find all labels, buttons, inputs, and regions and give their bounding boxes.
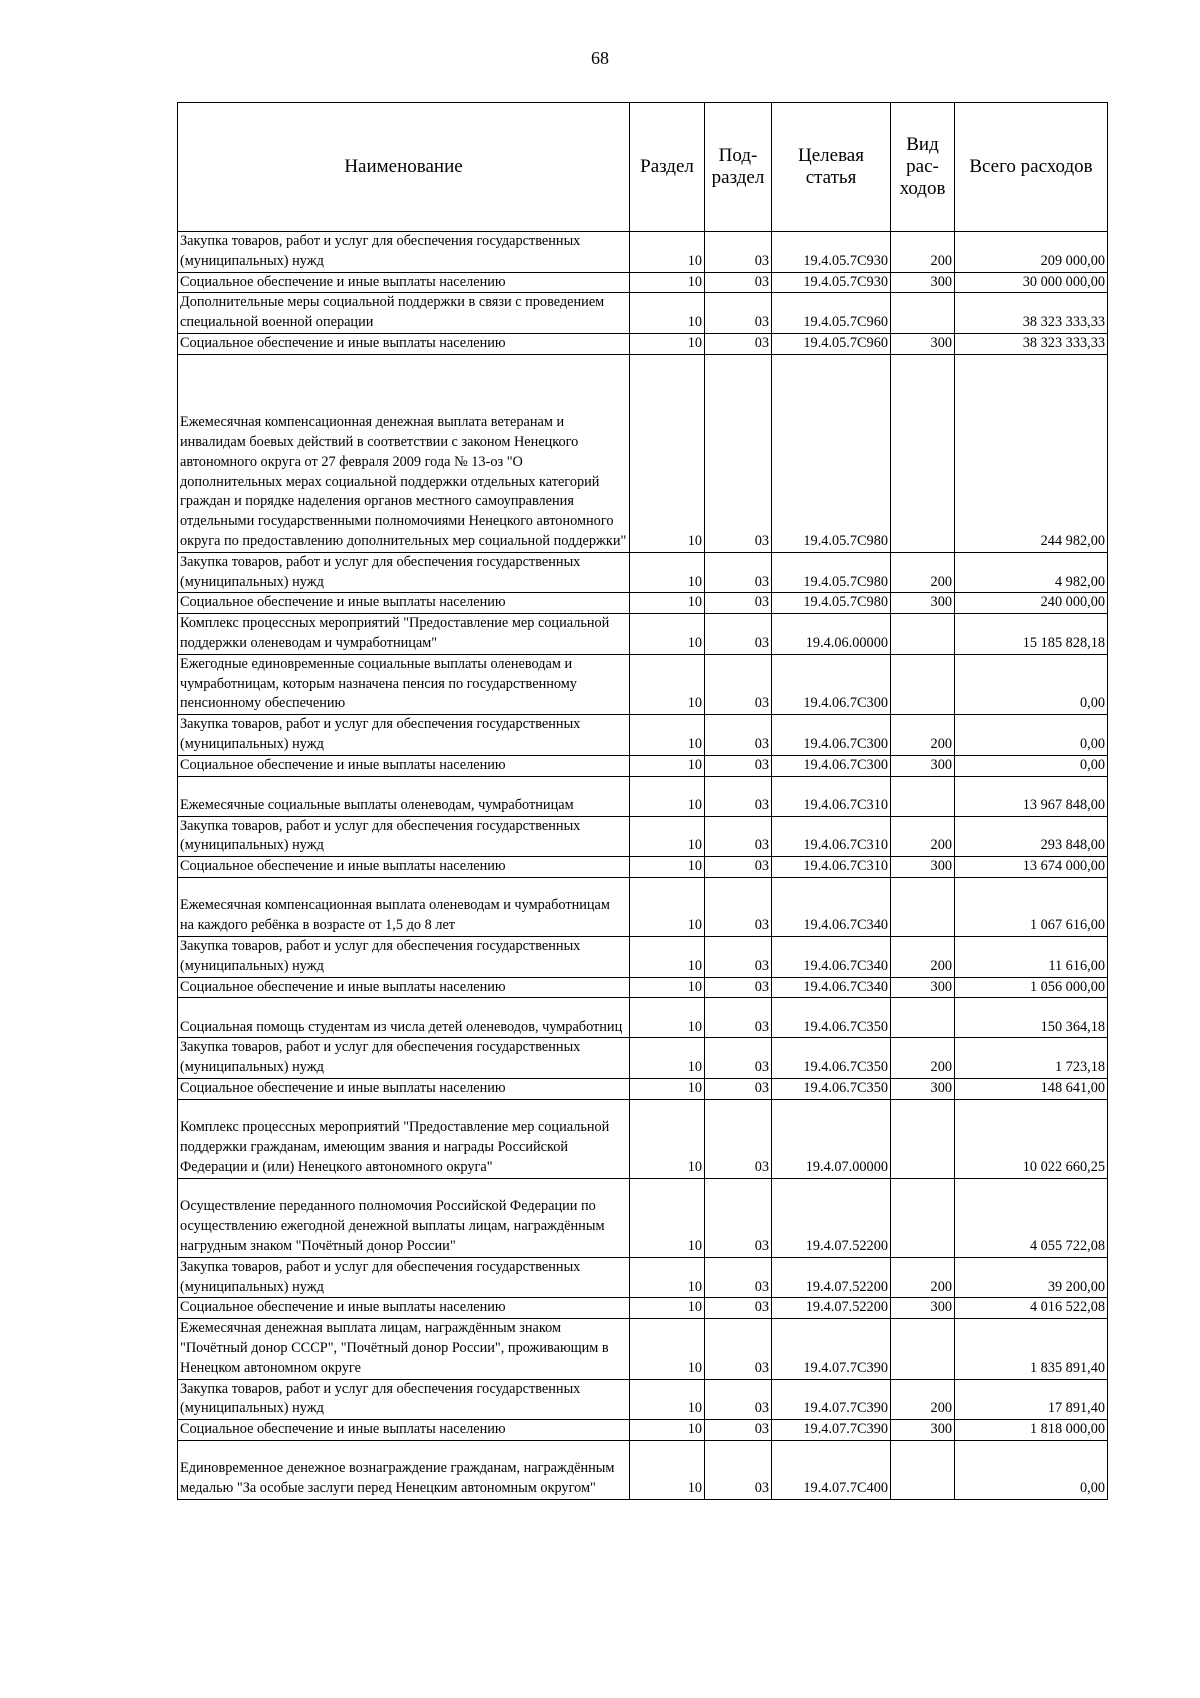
row-subsection-cell: 03 bbox=[705, 354, 772, 552]
row-subsection-cell: 03 bbox=[705, 1257, 772, 1298]
row-subsection-cell: 03 bbox=[705, 936, 772, 977]
row-name-cell: Социальное обеспечение и иные выплаты населению bbox=[178, 333, 630, 354]
row-article-cell: 19.4.06.7С350 bbox=[772, 1078, 891, 1099]
row-article-cell: 19.4.05.7С930 bbox=[772, 232, 891, 273]
row-section-cell: 10 bbox=[630, 654, 705, 714]
row-kind-cell bbox=[891, 614, 955, 655]
row-kind-cell bbox=[891, 998, 955, 1038]
row-section-cell: 10 bbox=[630, 614, 705, 655]
row-name-cell: Социальное обеспечение и иные выплаты населению bbox=[178, 1420, 630, 1441]
row-section-cell: 10 bbox=[630, 776, 705, 816]
header-total: Всего расходов bbox=[955, 103, 1108, 232]
row-total-cell: 0,00 bbox=[955, 654, 1108, 714]
table-row bbox=[178, 272, 1108, 293]
row-kind-cell: 200 bbox=[891, 1257, 955, 1298]
row-section-cell: 10 bbox=[630, 232, 705, 273]
row-article-cell: 19.4.05.7С960 bbox=[772, 293, 891, 334]
table-row bbox=[178, 977, 1108, 998]
row-name-cell: Социальное обеспечение и иные выплаты населению bbox=[178, 593, 630, 614]
table-row bbox=[178, 1078, 1108, 1099]
row-total-cell: 13 674 000,00 bbox=[955, 857, 1108, 878]
row-section-cell: 10 bbox=[630, 1379, 705, 1420]
row-total-cell: 1 818 000,00 bbox=[955, 1420, 1108, 1441]
row-subsection-cell: 03 bbox=[705, 1379, 772, 1420]
row-subsection-cell: 03 bbox=[705, 1038, 772, 1079]
row-total-cell: 11 616,00 bbox=[955, 936, 1108, 977]
row-name-cell: Закупка товаров, работ и услуг для обеспечения государственных (муниципальных) нужд bbox=[178, 715, 630, 756]
row-name-cell: Ежемесячная компенсационная выплата оленеводам и чумработницам на каждого ребёнка в возрасте от 1,5 до 8 лет bbox=[178, 877, 630, 936]
table-row bbox=[178, 816, 1108, 857]
row-name-cell: Закупка товаров, работ и услуг для обеспечения государственных (муниципальных) нужд bbox=[178, 1379, 630, 1420]
row-name-cell: Осуществление переданного полномочия Российской Федерации по осуществлению ежегодной денежной выплаты лицам, награждённым нагрудным знаком "Почётный донор России" bbox=[178, 1178, 630, 1257]
row-section-cell: 10 bbox=[630, 593, 705, 614]
row-kind-cell bbox=[891, 877, 955, 936]
row-kind-cell bbox=[891, 776, 955, 816]
row-article-cell: 19.4.05.7С980 bbox=[772, 354, 891, 552]
row-kind-cell: 200 bbox=[891, 1379, 955, 1420]
row-kind-cell: 300 bbox=[891, 857, 955, 878]
row-kind-cell bbox=[891, 654, 955, 714]
row-article-cell: 19.4.05.7С960 bbox=[772, 333, 891, 354]
row-kind-cell: 200 bbox=[891, 1038, 955, 1079]
row-section-cell: 10 bbox=[630, 1420, 705, 1441]
table-row bbox=[178, 877, 1108, 936]
row-article-cell: 19.4.06.7С340 bbox=[772, 877, 891, 936]
row-kind-cell: 200 bbox=[891, 232, 955, 273]
row-kind-cell: 300 bbox=[891, 333, 955, 354]
row-name-cell: Закупка товаров, работ и услуг для обеспечения государственных (муниципальных) нужд bbox=[178, 816, 630, 857]
row-kind-cell: 300 bbox=[891, 272, 955, 293]
row-total-cell: 15 185 828,18 bbox=[955, 614, 1108, 655]
row-subsection-cell: 03 bbox=[705, 1099, 772, 1178]
row-subsection-cell: 03 bbox=[705, 654, 772, 714]
row-name-cell: Социальное обеспечение и иные выплаты населению bbox=[178, 272, 630, 293]
row-name-cell: Закупка товаров, работ и услуг для обеспечения государственных (муниципальных) нужд bbox=[178, 936, 630, 977]
row-subsection-cell: 03 bbox=[705, 593, 772, 614]
row-kind-cell bbox=[891, 1319, 955, 1379]
row-subsection-cell: 03 bbox=[705, 272, 772, 293]
row-total-cell: 148 641,00 bbox=[955, 1078, 1108, 1099]
table-row bbox=[178, 1298, 1108, 1319]
row-subsection-cell: 03 bbox=[705, 293, 772, 334]
row-subsection-cell: 03 bbox=[705, 776, 772, 816]
row-article-cell: 19.4.06.7С310 bbox=[772, 816, 891, 857]
table-row bbox=[178, 776, 1108, 816]
row-section-cell: 10 bbox=[630, 1440, 705, 1499]
row-article-cell: 19.4.07.00000 bbox=[772, 1099, 891, 1178]
table-row bbox=[178, 654, 1108, 714]
row-name-cell: Ежемесячная компенсационная денежная выплата ветеранам и инвалидам боевых действий в соответствии с законом Ненецкого автономного округа от 27 февраля 2009 года № 13-оз "О дополнительных мерах социальной поддержки отдельных категорий граждан и порядке наделения органов местного самоуправления отдельными государственными полномочиями Ненецкого автономного округа по предоставлению дополнительных мер социальной поддержки" bbox=[178, 354, 630, 552]
row-section-cell: 10 bbox=[630, 333, 705, 354]
row-article-cell: 19.4.07.7С400 bbox=[772, 1440, 891, 1499]
row-section-cell: 10 bbox=[630, 1319, 705, 1379]
row-subsection-cell: 03 bbox=[705, 1420, 772, 1441]
row-kind-cell: 200 bbox=[891, 715, 955, 756]
row-section-cell: 10 bbox=[630, 1099, 705, 1178]
table-row bbox=[178, 1379, 1108, 1420]
row-article-cell: 19.4.07.52200 bbox=[772, 1178, 891, 1257]
row-total-cell: 244 982,00 bbox=[955, 354, 1108, 552]
row-name-cell: Социальное обеспечение и иные выплаты населению bbox=[178, 977, 630, 998]
table-row bbox=[178, 1099, 1108, 1178]
table-row bbox=[178, 857, 1108, 878]
row-section-cell: 10 bbox=[630, 1298, 705, 1319]
table-row bbox=[178, 1319, 1108, 1379]
row-kind-cell bbox=[891, 293, 955, 334]
row-section-cell: 10 bbox=[630, 293, 705, 334]
row-article-cell: 19.4.06.7С300 bbox=[772, 715, 891, 756]
row-subsection-cell: 03 bbox=[705, 998, 772, 1038]
row-name-cell: Дополнительные меры социальной поддержки в связи с проведением специальной военной операции bbox=[178, 293, 630, 334]
row-total-cell: 240 000,00 bbox=[955, 593, 1108, 614]
row-subsection-cell: 03 bbox=[705, 614, 772, 655]
table-row bbox=[178, 293, 1108, 334]
table-row bbox=[178, 715, 1108, 756]
row-name-cell: Закупка товаров, работ и услуг для обеспечения государственных (муниципальных) нужд bbox=[178, 232, 630, 273]
row-article-cell: 19.4.06.7С340 bbox=[772, 977, 891, 998]
row-section-cell: 10 bbox=[630, 936, 705, 977]
row-name-cell: Единовременное денежное вознаграждение гражданам, награждённым медалью "За особые заслуги перед Ненецким автономным округом" bbox=[178, 1440, 630, 1499]
header-kind: Вид рас- ходов bbox=[891, 103, 955, 232]
row-total-cell: 0,00 bbox=[955, 755, 1108, 776]
row-kind-cell: 300 bbox=[891, 977, 955, 998]
table-row bbox=[178, 755, 1108, 776]
row-section-cell: 10 bbox=[630, 816, 705, 857]
row-section-cell: 10 bbox=[630, 998, 705, 1038]
page-number: 68 bbox=[591, 48, 609, 68]
table-row bbox=[178, 354, 1108, 552]
row-kind-cell: 300 bbox=[891, 593, 955, 614]
row-article-cell: 19.4.05.7С930 bbox=[772, 272, 891, 293]
row-kind-cell: 300 bbox=[891, 755, 955, 776]
row-name-cell: Ежегодные единовременные социальные выплаты оленеводам и чумработницам, которым назначена пенсия по государственному пенсионному обеспечению bbox=[178, 654, 630, 714]
header-name: Наименование bbox=[178, 103, 630, 232]
row-kind-cell: 200 bbox=[891, 552, 955, 593]
row-section-cell: 10 bbox=[630, 552, 705, 593]
row-article-cell: 19.4.06.7С350 bbox=[772, 1038, 891, 1079]
row-total-cell: 10 022 660,25 bbox=[955, 1099, 1108, 1178]
row-subsection-cell: 03 bbox=[705, 1440, 772, 1499]
row-name-cell: Закупка товаров, работ и услуг для обеспечения государственных (муниципальных) нужд bbox=[178, 1038, 630, 1079]
row-section-cell: 10 bbox=[630, 1257, 705, 1298]
row-subsection-cell: 03 bbox=[705, 816, 772, 857]
row-kind-cell: 300 bbox=[891, 1420, 955, 1441]
table-row bbox=[178, 1420, 1108, 1441]
row-total-cell: 38 323 333,33 bbox=[955, 293, 1108, 334]
table-row bbox=[178, 998, 1108, 1038]
row-article-cell: 19.4.07.7С390 bbox=[772, 1379, 891, 1420]
table-row bbox=[178, 1257, 1108, 1298]
row-total-cell: 293 848,00 bbox=[955, 816, 1108, 857]
row-kind-cell bbox=[891, 1099, 955, 1178]
row-name-cell: Комплекс процессных мероприятий "Предоставление мер социальной поддержки гражданам, имеющим звания и награды Российской Федерации и (или) Ненецкого автономного округа" bbox=[178, 1099, 630, 1178]
row-article-cell: 19.4.07.52200 bbox=[772, 1257, 891, 1298]
row-name-cell: Социальное обеспечение и иные выплаты населению bbox=[178, 1078, 630, 1099]
row-article-cell: 19.4.07.7С390 bbox=[772, 1319, 891, 1379]
row-name-cell: Закупка товаров, работ и услуг для обеспечения государственных (муниципальных) нужд bbox=[178, 552, 630, 593]
row-name-cell: Социальное обеспечение и иные выплаты населению bbox=[178, 1298, 630, 1319]
row-kind-cell bbox=[891, 1178, 955, 1257]
row-subsection-cell: 03 bbox=[705, 1078, 772, 1099]
row-total-cell: 4 055 722,08 bbox=[955, 1178, 1108, 1257]
row-name-cell: Ежемесячная денежная выплата лицам, награждённым знаком "Почётный донор СССР", "Почётный донор России", проживающим в Ненецком автономном округе bbox=[178, 1319, 630, 1379]
table-row bbox=[178, 936, 1108, 977]
row-total-cell: 4 982,00 bbox=[955, 552, 1108, 593]
row-section-cell: 10 bbox=[630, 1038, 705, 1079]
row-kind-cell: 300 bbox=[891, 1078, 955, 1099]
row-subsection-cell: 03 bbox=[705, 755, 772, 776]
table-header-row bbox=[178, 103, 1108, 232]
row-kind-cell: 200 bbox=[891, 816, 955, 857]
row-kind-cell: 300 bbox=[891, 1298, 955, 1319]
table-row bbox=[178, 593, 1108, 614]
row-total-cell: 17 891,40 bbox=[955, 1379, 1108, 1420]
row-article-cell: 19.4.06.7С340 bbox=[772, 936, 891, 977]
row-subsection-cell: 03 bbox=[705, 715, 772, 756]
row-section-cell: 10 bbox=[630, 877, 705, 936]
row-name-cell: Комплекс процессных мероприятий "Предоставление мер социальной поддержки оленеводам и чумработницам" bbox=[178, 614, 630, 655]
row-subsection-cell: 03 bbox=[705, 232, 772, 273]
table-row bbox=[178, 1038, 1108, 1079]
row-subsection-cell: 03 bbox=[705, 1319, 772, 1379]
row-name-cell: Ежемесячные социальные выплаты оленеводам, чумработницам bbox=[178, 776, 630, 816]
row-article-cell: 19.4.06.00000 bbox=[772, 614, 891, 655]
row-total-cell: 0,00 bbox=[955, 1440, 1108, 1499]
table-row bbox=[178, 1440, 1108, 1499]
row-article-cell: 19.4.06.7С300 bbox=[772, 755, 891, 776]
table-row bbox=[178, 1178, 1108, 1257]
row-section-cell: 10 bbox=[630, 857, 705, 878]
row-total-cell: 150 364,18 bbox=[955, 998, 1108, 1038]
row-total-cell: 0,00 bbox=[955, 715, 1108, 756]
row-subsection-cell: 03 bbox=[705, 552, 772, 593]
row-article-cell: 19.4.05.7С980 bbox=[772, 593, 891, 614]
row-subsection-cell: 03 bbox=[705, 857, 772, 878]
row-section-cell: 10 bbox=[630, 1178, 705, 1257]
row-total-cell: 30 000 000,00 bbox=[955, 272, 1108, 293]
row-total-cell: 38 323 333,33 bbox=[955, 333, 1108, 354]
row-total-cell: 39 200,00 bbox=[955, 1257, 1108, 1298]
row-total-cell: 209 000,00 bbox=[955, 232, 1108, 273]
row-kind-cell bbox=[891, 1440, 955, 1499]
row-name-cell: Социальная помощь студентам из числа детей оленеводов, чумработниц bbox=[178, 998, 630, 1038]
table-body bbox=[178, 232, 1108, 1500]
row-article-cell: 19.4.06.7С350 bbox=[772, 998, 891, 1038]
row-article-cell: 19.4.05.7С980 bbox=[772, 552, 891, 593]
row-section-cell: 10 bbox=[630, 354, 705, 552]
row-section-cell: 10 bbox=[630, 977, 705, 998]
budget-table bbox=[177, 102, 1108, 1500]
row-total-cell: 13 967 848,00 bbox=[955, 776, 1108, 816]
row-article-cell: 19.4.06.7С310 bbox=[772, 857, 891, 878]
row-section-cell: 10 bbox=[630, 755, 705, 776]
row-subsection-cell: 03 bbox=[705, 1298, 772, 1319]
row-subsection-cell: 03 bbox=[705, 977, 772, 998]
row-name-cell: Социальное обеспечение и иные выплаты населению bbox=[178, 755, 630, 776]
row-kind-cell: 200 bbox=[891, 936, 955, 977]
table-row bbox=[178, 232, 1108, 273]
table-row bbox=[178, 614, 1108, 655]
row-article-cell: 19.4.07.7С390 bbox=[772, 1420, 891, 1441]
row-total-cell: 1 723,18 bbox=[955, 1038, 1108, 1079]
row-name-cell: Закупка товаров, работ и услуг для обеспечения государственных (муниципальных) нужд bbox=[178, 1257, 630, 1298]
table-row bbox=[178, 333, 1108, 354]
table-row bbox=[178, 552, 1108, 593]
row-section-cell: 10 bbox=[630, 1078, 705, 1099]
row-total-cell: 4 016 522,08 bbox=[955, 1298, 1108, 1319]
row-total-cell: 1 067 616,00 bbox=[955, 877, 1108, 936]
header-subsection: Под- раздел bbox=[705, 103, 772, 232]
row-subsection-cell: 03 bbox=[705, 1178, 772, 1257]
row-section-cell: 10 bbox=[630, 272, 705, 293]
header-section: Раздел bbox=[630, 103, 705, 232]
row-total-cell: 1 056 000,00 bbox=[955, 977, 1108, 998]
row-section-cell: 10 bbox=[630, 715, 705, 756]
row-subsection-cell: 03 bbox=[705, 333, 772, 354]
row-article-cell: 19.4.06.7С300 bbox=[772, 654, 891, 714]
row-kind-cell bbox=[891, 354, 955, 552]
row-subsection-cell: 03 bbox=[705, 877, 772, 936]
row-total-cell: 1 835 891,40 bbox=[955, 1319, 1108, 1379]
header-article: Целевая статья bbox=[772, 103, 891, 232]
row-name-cell: Социальное обеспечение и иные выплаты населению bbox=[178, 857, 630, 878]
row-article-cell: 19.4.06.7С310 bbox=[772, 776, 891, 816]
row-article-cell: 19.4.07.52200 bbox=[772, 1298, 891, 1319]
